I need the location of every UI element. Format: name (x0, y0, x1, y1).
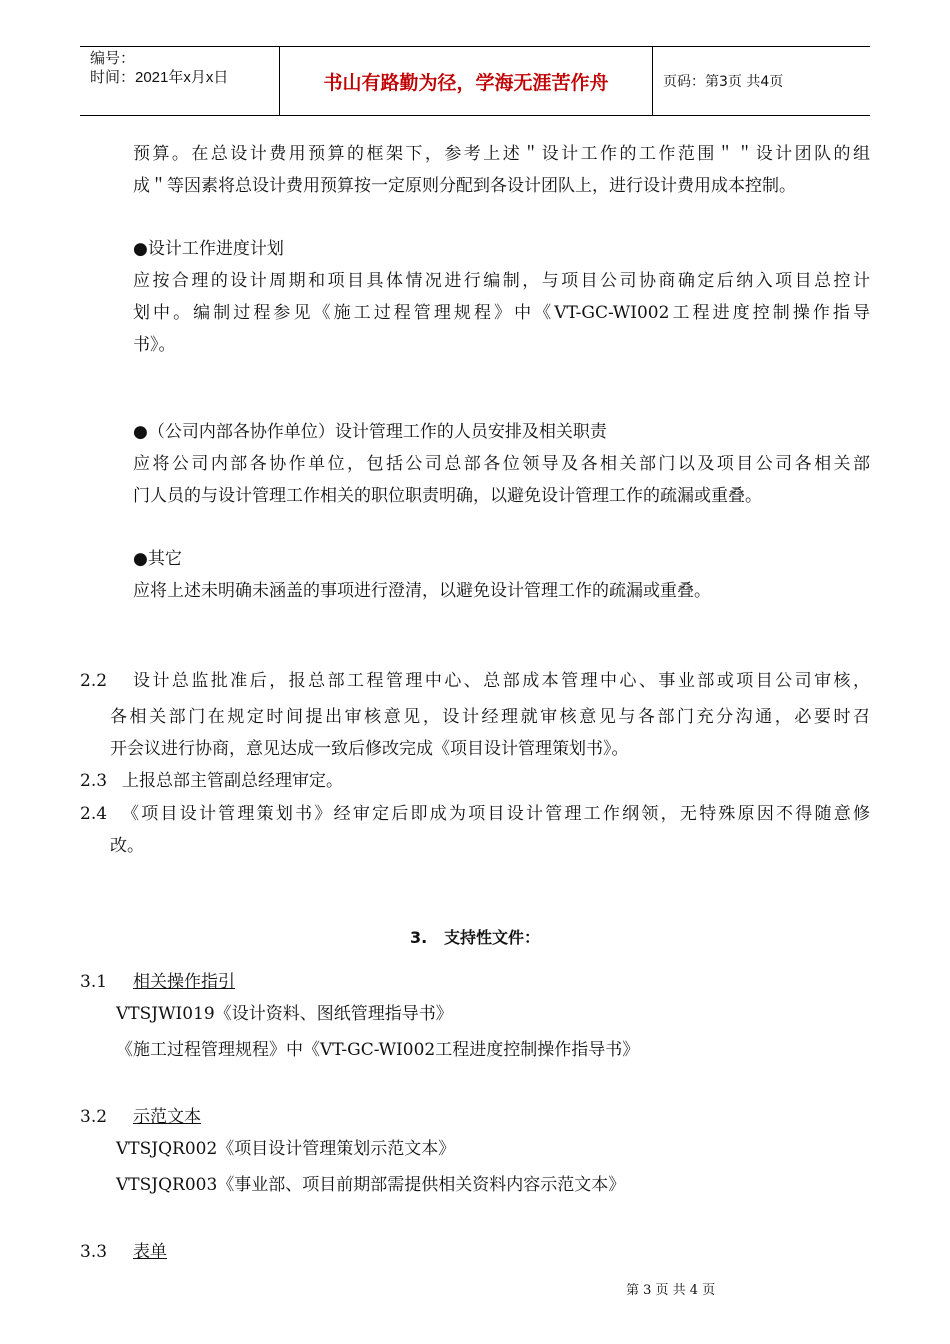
bullet-title: ●其它 (133, 549, 182, 569)
subsection-title: 表单 (133, 1242, 167, 1262)
header-meta (80, 47, 280, 115)
header-page-label: 页码：第3页 共4页 (663, 74, 784, 90)
paragraph-line: 改。 (110, 836, 144, 856)
section-number: 2.4 (80, 804, 108, 824)
section-heading: 3. 支持性文件： (410, 928, 540, 947)
subsection-title: 示范文本 (133, 1107, 201, 1127)
bullet-title: ●（公司内部各协作单位）设计管理工作的人员安排及相关职责 (133, 422, 607, 442)
bullet-title: ●设计工作进度计划 (133, 239, 284, 259)
reference-item: 《施工过程管理规程》中《VT-GC-WI002工程进度控制操作指导书》 (116, 1040, 640, 1060)
paragraph-line: 应将公司内部各协作单位，包括公司总部各位领导及各相关部门以及项目公司各相关部 (133, 454, 870, 474)
reference-item: VTSJWI019《设计资料、图纸管理指导书》 (116, 1004, 453, 1024)
reference-item: VTSJQR002《项目设计管理策划示范文本》 (116, 1139, 456, 1159)
paragraph-line: 开会议进行协商，意见达成一致后修改完成《项目设计管理策划书》。 (110, 739, 629, 759)
paragraph-line: 各相关部门在规定时间提出审核意见，设计经理就审核意见与各部门充分沟通，必要时召 (110, 707, 870, 727)
header-motto: 书山有路勤为径，学海无涯苦作舟 (280, 47, 653, 115)
section-number: 2.3 (80, 771, 108, 791)
paragraph-line: 预算。在总设计费用预算的框架下，参考上述＂设计工作的工作范围＂＂设计团队的组 (133, 144, 870, 164)
paragraph-line: 设计总监批准后，报总部工程管理中心、总部成本管理中心、事业部或项目公司审核， (133, 671, 870, 691)
page-header (80, 46, 870, 116)
paragraph-line: 应将上述未明确未涵盖的事项进行澄清，以避免设计管理工作的疏漏或重叠。 (133, 581, 711, 601)
paragraph-line: 书》。 (133, 335, 176, 355)
paragraph-line: 成＂等因素将总设计费用预算按一定原则分配到各设计团队上，进行设计费用成本控制。 (133, 176, 796, 196)
page-footer: 第 3 页 共 4 页 (626, 1283, 716, 1298)
paragraph-line: 应按合理的设计周期和项目具体情况进行编制，与项目公司协商确定后纳入项目总控计 (133, 271, 870, 291)
header-time-label: 时间：2021年x月x日 (90, 69, 229, 86)
section-number: 3.2 (80, 1107, 108, 1127)
paragraph-line: 门人员的与设计管理工作相关的职位职责明确，以避免设计管理工作的疏漏或重叠。 (133, 486, 762, 506)
paragraph-line: 上报总部主管副总经理审定。 (122, 771, 343, 791)
section-number: 3.1 (80, 972, 108, 992)
header-number-label: 编号： (90, 50, 136, 67)
paragraph-line: 划中。编制过程参见《施工过程管理规程》中《VT-GC-WI002工程进度控制操作指导 (133, 303, 870, 323)
paragraph-line: 《项目设计管理策划书》经审定后即成为项目设计管理工作纲领，无特殊原因不得随意修 (122, 804, 870, 824)
section-number: 3.3 (80, 1242, 108, 1262)
subsection-title: 相关操作指引 (133, 972, 235, 992)
reference-item: VTSJQR003《事业部、项目前期部需提供相关资料内容示范文本》 (116, 1175, 626, 1195)
section-number: 2.2 (80, 671, 108, 691)
